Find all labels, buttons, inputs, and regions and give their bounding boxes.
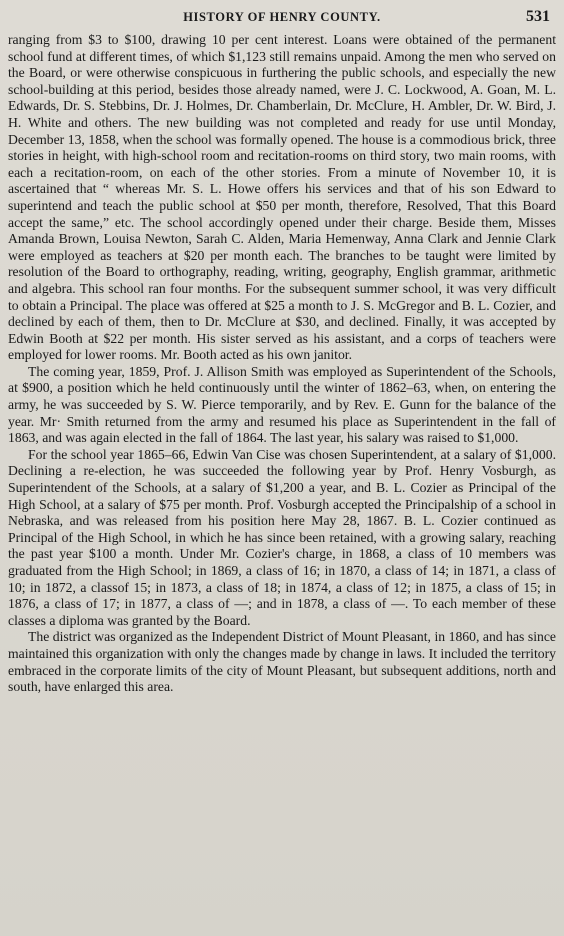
paragraph: The coming year, 1859, Prof. J. Allison Smith was employed as Superintendent of the Schools, at $900, a position which he held continuously until the winter of 1862–63, when, on entering the army, he was succeeded by S. W. Pierce temporarily, and by Rev. E. Gunn for the balance of the year. Mr· Smith returned from the army and resumed his place as Superintendent in the fall of 1863, and was again elected in the fall of 1864. The last year, his salary was raised to $1,000. (8, 363, 556, 446)
paragraph: For the school year 1865–66, Edwin Van Cise was chosen Superintendent, at a salary of $1,000. Declining a re-election, he was succeeded the following year by Prof. Henry Vosburgh, as Superintendent of the Schools, at a salary of $1,200 a year, and B. L. Cozier as Principal of the High School, at a salary of $75 per month. Prof. Vosburgh accepted the Principalship of a school in Nebraska, and was released from his position here May 28, 1867. B. L. Cozier continued as Principal of the High School, in which he has since been retained, with a growing salary, reaching the past year $100 a month. Under Mr. Cozier's charge, in 1868, a class of 10 members was graduated from the High School; in 1869, a class of 16; in 1870, a class of 14; in 1871, a class of 10; in 1872, a classof 15; in 1873, a class of 18; in 1874, a class of 12; in 1875, a class of 15; in 1876, a class of 17; in 1877, a class of —; and in 1878, a class of —. To each member of these classes a diploma was granted by the Board. (8, 446, 556, 628)
paragraph: ranging from $3 to $100, drawing 10 per cent interest. Loans were obtained of the permanent school fund at different times, of which $1,123 still remains unpaid. Among the men who served on the Board, or were otherwise conspicuous in furthering the public schools, and especially the new school-building at this period, besides those already named, were J. C. Lockwood, A. Goan, M. L. Edwards, Dr. S. Stebbins, Dr. J. Holmes, Dr. Chamberlain, Dr. McClure, H. Ambler, Dr. W. Bird, J. H. White and others. The new building was not completed and ready for use until Monday, December 13, 1858, when the school was formally opened. The house is a commodious brick, three stories in height, with high-school room and recitation-rooms on third story, two main rooms, with each a recitation-room, on each of the other stories. From a minute of November 10, it is ascertained that “ whereas Mr. S. L. Howe offers his services and that of his son Edward to superintend and teach the public school at $50 per month, therefore, Resolved, That this Board accept the same,” etc. The school accordingly opened under their charge. Beside them, Misses Amanda Brown, Louisa Newton, Sarah C. Alden, Maria Hemenway, Anna Clark and Jennie Clark were employed as teachers at $20 per month each. The branches to be taught were limited by resolution of the Board to orthography, reading, writing, geography, English grammar, arithmetic and algebra. This school ran four months. For the subsequent summer school, it was very difficult to obtain a Principal. The place was offered at $25 a month to J. S. McGregor and B. L. Cozier, and declined by each of them, then to Dr. McClure at $30, and declined. Finally, it was accepted by Edwin Booth at $22 per month. His sister served as his assistant, and a corps of teachers were employed for lower rooms. Mr. Booth acted as his own janitor. (8, 32, 556, 363)
page-number: 531 (526, 8, 550, 25)
body-text (8, 32, 556, 696)
paragraph: The district was organized as the Independent District of Mount Pleasant, in 1860, and has since maintained this organization with only the changes made by change in laws. It included the territory embraced in the corporate limits of the city of Mount Pleasant, but subsequent additions, north and south, have enlarged this area. (8, 629, 556, 695)
running-head (8, 6, 556, 32)
running-title: HISTORY OF HENRY COUNTY. (183, 10, 381, 24)
